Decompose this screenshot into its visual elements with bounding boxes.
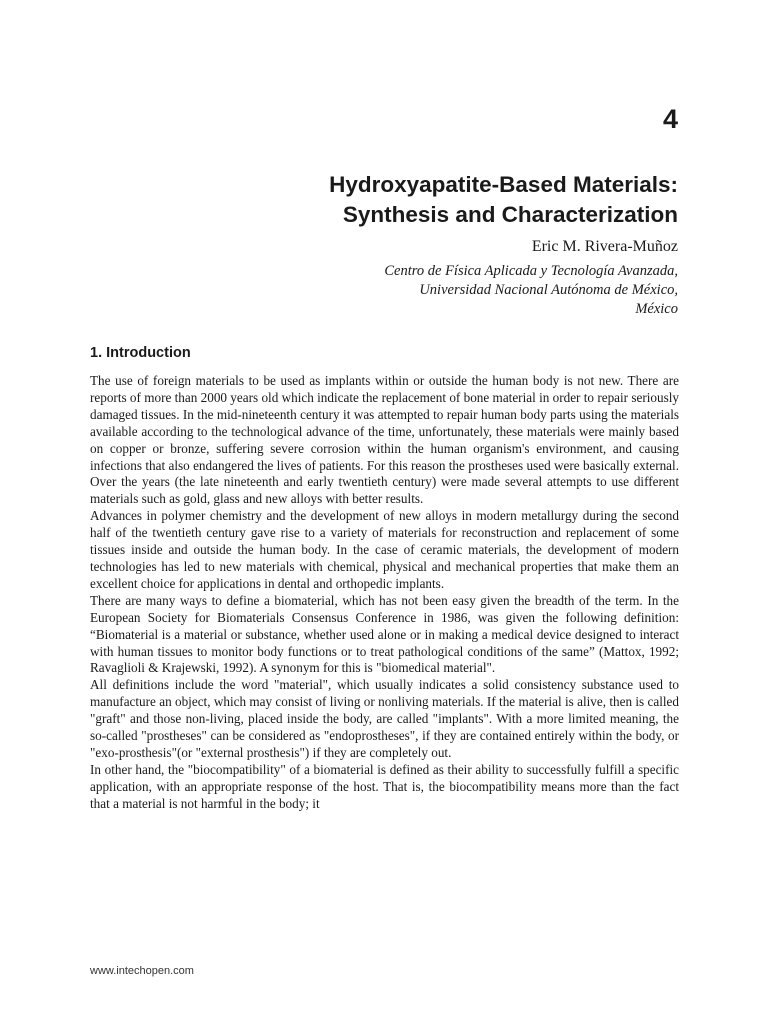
- chapter-number: 4: [662, 104, 678, 134]
- affiliation-line-3: México: [635, 301, 678, 317]
- affiliation-line-1: Centro de Física Aplicada y Tecnología Avanzada,: [384, 263, 678, 279]
- paragraph: There are many ways to define a biomaterial, which has not been easy given the breadth of the term. In the European Society for Biomaterials Consensus Conference in 1986, was given the following definition: “Biomaterial is a material or substance, whether used alone or in making a medical device designed to interact with human tissues to monitor body functions or to treat pathological conditions of the same” (Mattox, 1992; Ravaglioli & Krajewski, 1992). A synonym for this is "biomedical material".: [90, 592, 679, 676]
- body-text: [90, 373, 679, 813]
- footer-url: www.intechopen.com: [90, 965, 194, 977]
- section-heading: 1. Introduction: [90, 345, 191, 361]
- paragraph: All definitions include the word "material", which usually indicates a solid consistency substance used to manufacture an object, which may consist of living or nonliving materials. If the material is alive, then is called "graft" and those non-living, placed inside the body, are called "implants". With a more limited meaning, the so-called "prostheses" can be considered as "endoprostheses", if they are contained entirely within the body, or "exo-prosthesis"(or "external prosthesis") if they are completely out.: [90, 677, 679, 760]
- chapter-title-line-1: Hydroxyapatite-Based Materials:: [329, 172, 678, 197]
- chapter-title-line-2: Synthesis and Characterization: [342, 202, 678, 227]
- author-name: Eric M. Rivera-Muñoz: [531, 238, 678, 255]
- paragraph: In other hand, the "biocompatibility" of a biomaterial is defined as their ability to successfully fulfill a specific application, with an appropriate response of the host. That is, the biocompatibility means more than the fact that a material is not harmful in the body; it: [90, 761, 679, 811]
- affiliation-line-2: Universidad Nacional Autónoma de México,: [419, 282, 678, 298]
- paragraph: The use of foreign materials to be used as implants within or outside the human body is not new. There are reports of more than 2000 years old which indicate the replacement of bone material in order to repair seriously damaged tissues. In the mid-nineteenth century it was attempted to repair human body parts using the materials available according to the technological advance of the time, unfortunately, these materials were mainly based on copper or bronze, suffering severe corrosion within the human organism's environment, and causing infections that also endangered the lives of patients. For this reason the prostheses used were basically external. Over the years (the late nineteenth and early twentieth century) were made several attempts to use different materials such as gold, glass and new alloys with better results.: [90, 373, 679, 507]
- chapter-title: [178, 170, 678, 230]
- author-affiliation: [258, 262, 678, 319]
- paragraph: Advances in polymer chemistry and the development of new alloys in modern metallurgy during the second half of the twentieth century gave rise to a variety of materials for reconstruction and replacement of some tissues inside and outside the human body. In the case of ceramic materials, the development of modern technologies has led to new materials with chemical, physical and mechanical properties that make them an excellent choice for applications in dental and orthopedic implants.: [90, 508, 679, 591]
